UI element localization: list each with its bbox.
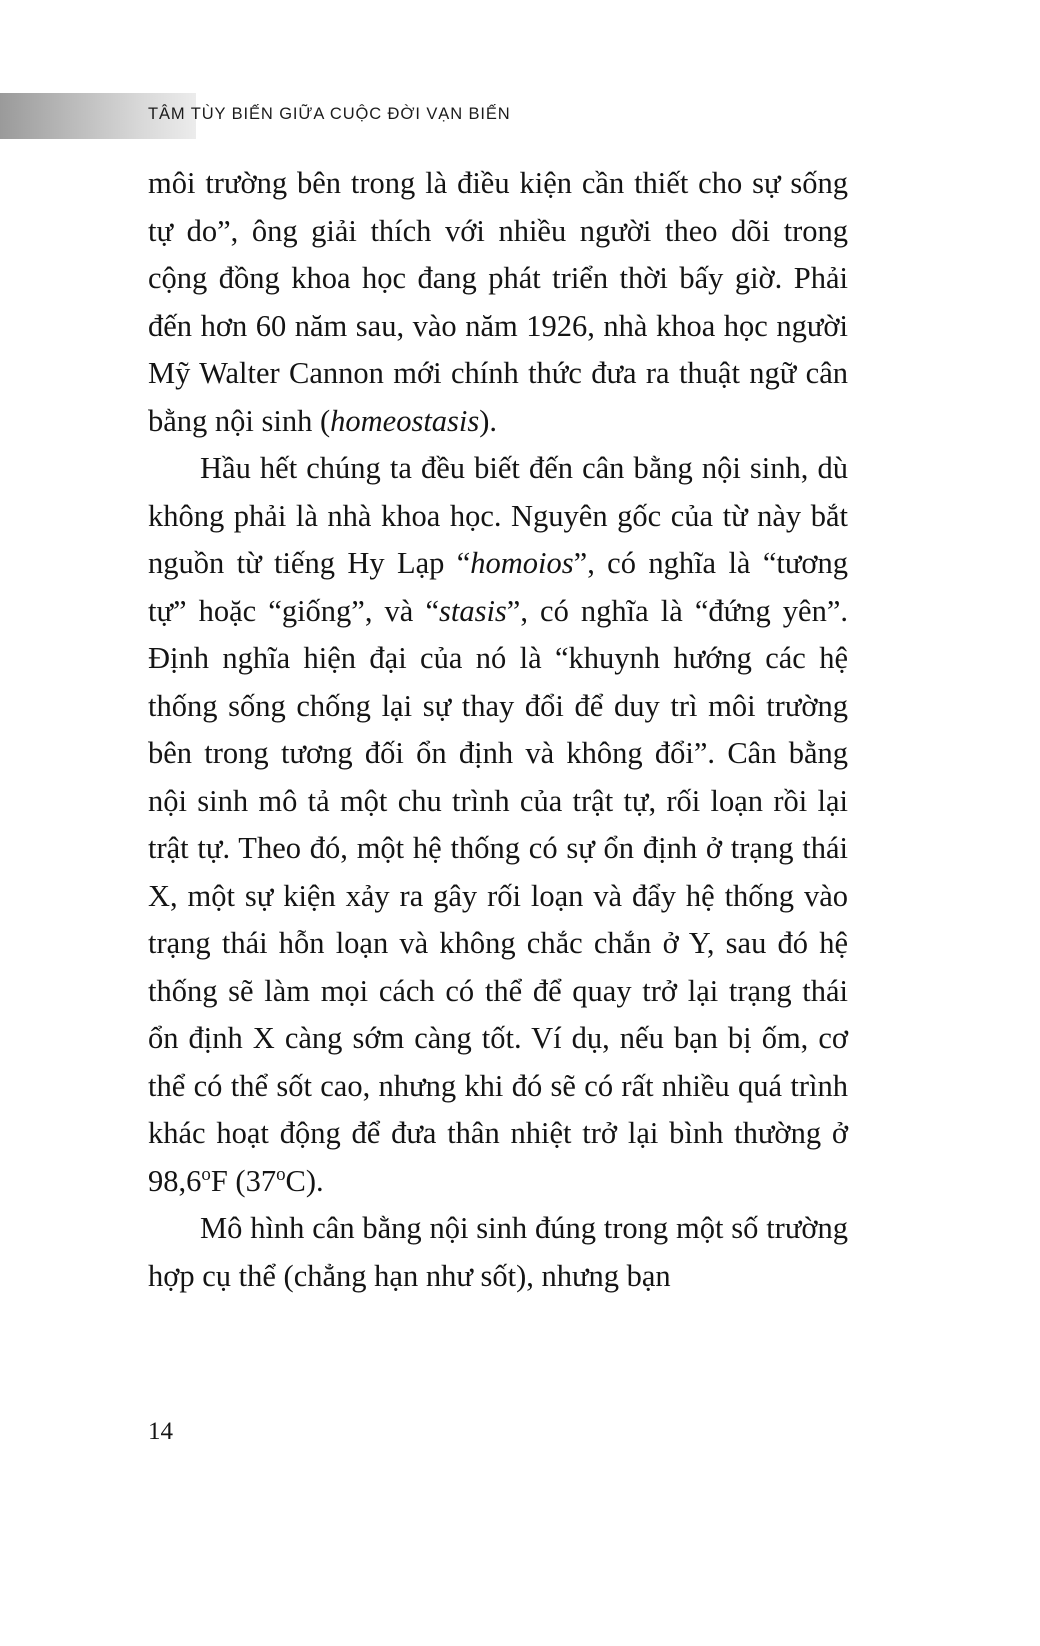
paragraph-2-run-2: ”, có nghĩa là “tương tự” hoặc “giống”, và “ — [148, 546, 848, 628]
body-text-column — [148, 160, 848, 1300]
degree-symbol-celsius: o — [276, 1163, 286, 1185]
paragraph-2-run-5: C). — [285, 1163, 324, 1198]
paragraph-2-run-1: Hầu hết chúng ta đều biết đến cân bằng nội sinh, dù không phải là nhà khoa học. Nguyên gốc của từ này bắt nguồn từ tiếng Hy Lạp “ — [148, 451, 848, 580]
paragraph-2-italic-homoios: homoios — [470, 546, 574, 580]
paragraph-2-run-4: F (37 — [210, 1163, 277, 1198]
paragraph-1-run-b: ). — [479, 403, 498, 438]
running-header-band — [0, 93, 1040, 139]
page-number: 14 — [148, 1418, 173, 1445]
degree-symbol-fahrenheit: o — [201, 1163, 211, 1185]
paragraph-2-italic-stasis: stasis — [438, 593, 507, 628]
paragraph-2 — [148, 445, 848, 1205]
paragraph-1-run-a: môi trường bên trong là điều kiện cần thiết cho sự sống tự do”, ông giải thích với nhiều người theo dõi trong cộng đồng khoa học đang phát triển thời bấy giờ. Phải đến hơn 60 năm sau, vào năm 1926, nhà khoa học người Mỹ Walter Cannon mới chính thức đưa ra thuật ngữ cân bằng nội sinh ( — [148, 166, 848, 438]
paragraph-1-italic-term: homeostasis — [330, 403, 480, 438]
paragraph-1 — [148, 160, 848, 445]
paragraph-3: Mô hình cân bằng nội sinh đúng trong một số trường hợp cụ thể (chẳng hạn như sốt), nhưng bạn — [148, 1211, 848, 1293]
paragraph-2-run-3: ”, có nghĩa là “đứng yên”. Định nghĩa hiện đại của nó là “khuynh hướng các hệ thống sống chống lại sự thay đổi để duy trì môi trường bên trong tương đối ổn định và không đổi”. Cân bằng nội sinh mô tả một chu trình của trật tự, rối loạn rồi lại trật tự. Theo đó, một hệ thống có sự ổn định ở trạng thái X, một sự kiện xảy ra gây rối loạn và đẩy hệ thống vào trạng thái hỗn loạn và không chắc chắn ở Y, sau đó hệ thống sẽ làm mọi cách có thể để quay trở lại trạng thái ổn định X càng sớm càng tốt. Ví dụ, nếu bạn bị ốm, cơ thể có thể sốt cao, nhưng khi đó sẽ có rất nhiều quá trình khác hoạt động để đưa thân nhiệt trở lại bình thường ở 98,6 — [148, 593, 848, 1198]
running-header-title: TÂM TÙY BIẾN GIỮA CUỘC ĐỜI VẠN BIẾN — [148, 105, 511, 123]
